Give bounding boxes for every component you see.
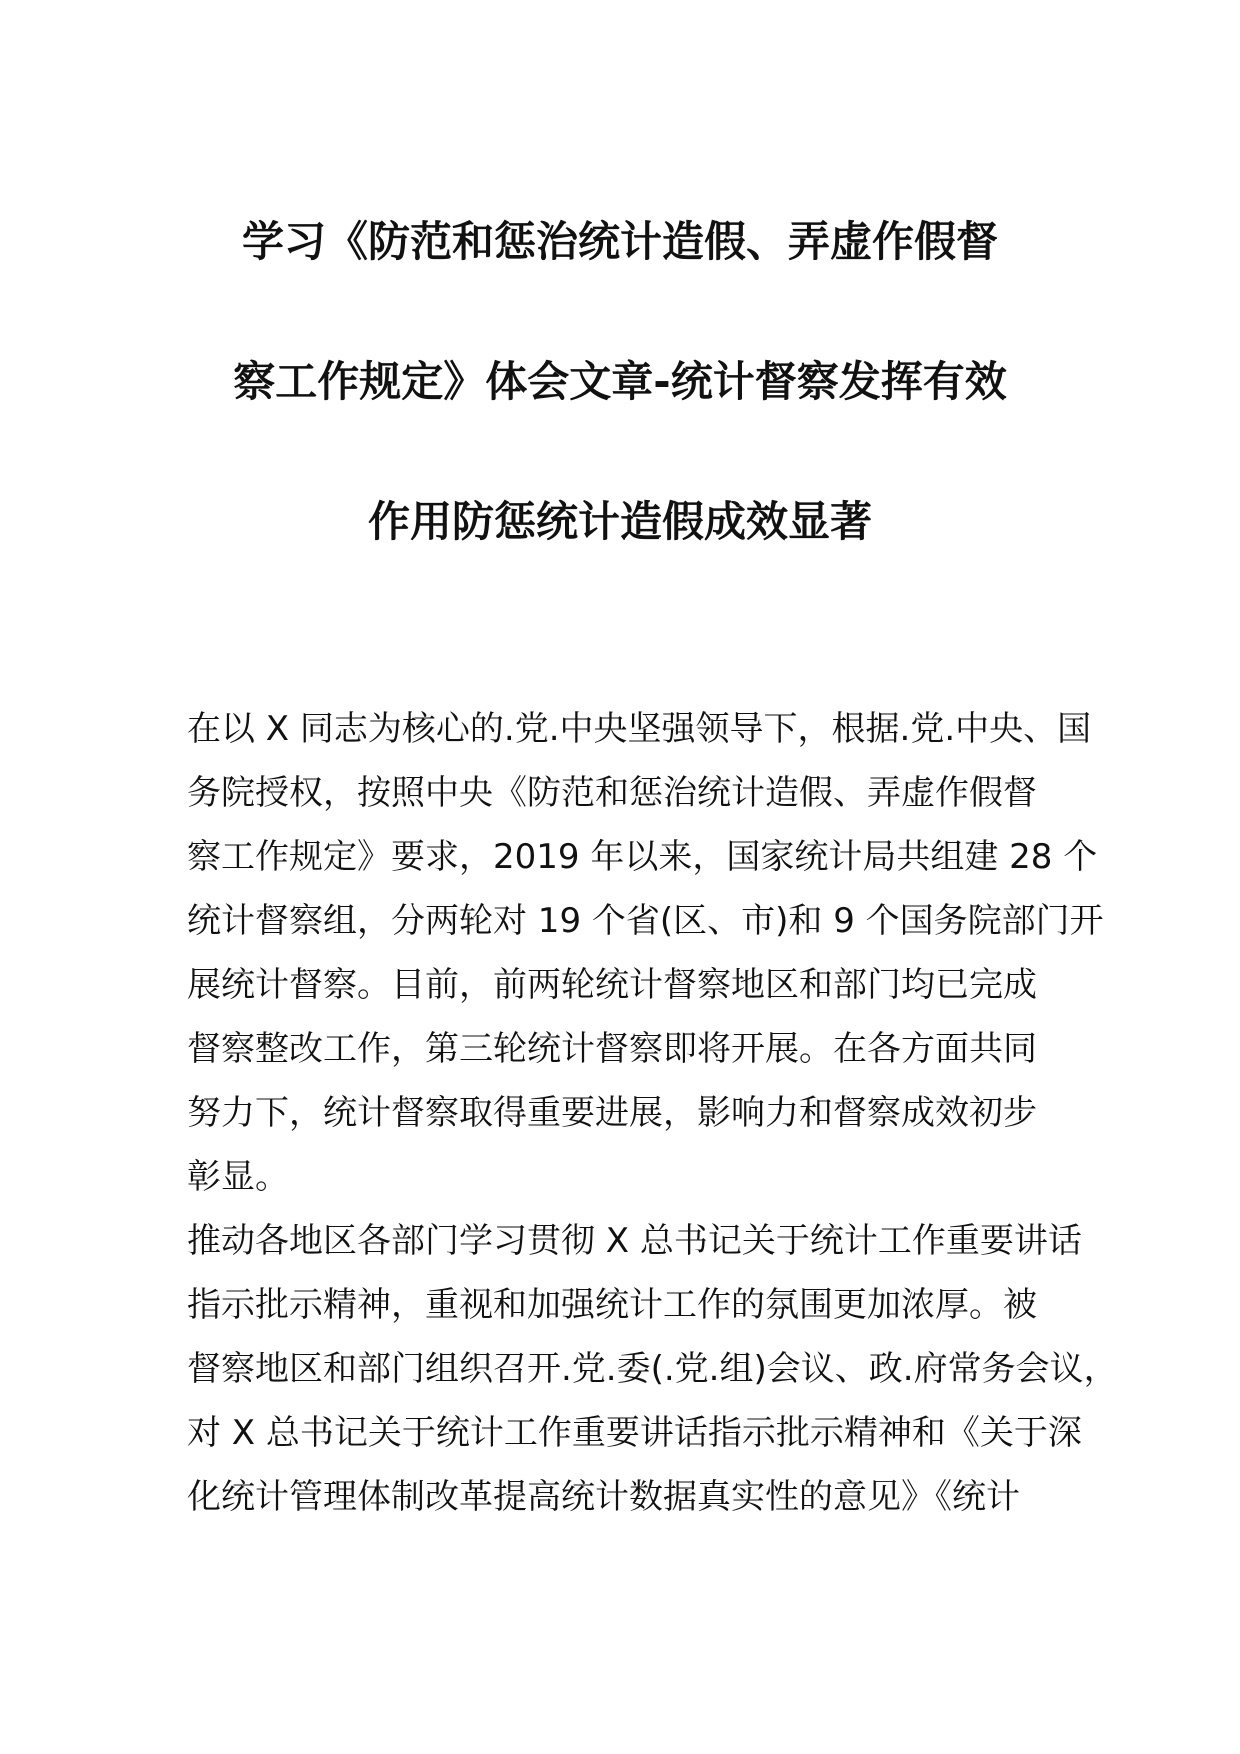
body-line: 在以 X 同志为核心的.党.中央坚强领导下，根据.党.中央、国 [187, 709, 1092, 749]
body-line: 展统计督察。目前，前两轮统计督察地区和部门均已完成 [187, 965, 1037, 1005]
document-title [180, 172, 1060, 592]
paragraph-1 [187, 697, 1104, 1209]
body-line: 务院授权，按照中央《防范和惩治统计造假、弄虚作假督 [187, 773, 1037, 813]
document-body [187, 697, 1118, 1529]
title-line-3: 作用防惩统计造假成效显著 [367, 497, 872, 546]
body-line: 督察整改工作，第三轮统计督察即将开展。在各方面共同 [187, 1029, 1037, 1069]
body-line: 彰显。 [187, 1157, 289, 1197]
body-line: 对 X 总书记关于统计工作重要讲话指示批示精神和《关于深 [187, 1413, 1082, 1453]
body-line: 指示批示精神，重视和加强统计工作的氛围更加浓厚。被 [187, 1285, 1037, 1325]
title-line-2: 察工作规定》体会文章-统计督察发挥有效 [233, 357, 1007, 406]
body-line: 推动各地区各部门学习贯彻 X 总书记关于统计工作重要讲话 [187, 1221, 1082, 1261]
body-line: 化统计管理体制改革提高统计数据真实性的意见》《统计 [187, 1477, 1020, 1517]
title-line-1: 学习《防范和惩治统计造假、弄虚作假督 [241, 217, 998, 266]
body-line: 督察地区和部门组织召开.党.委(.党.组)会议、政.府常务会议， [187, 1349, 1118, 1389]
body-line: 努力下，统计督察取得重要进展，影响力和督察成效初步 [187, 1093, 1037, 1133]
paragraph-2 [187, 1209, 1118, 1529]
body-line: 统计督察组，分两轮对 19 个省(区、市)和 9 个国务院部门开 [187, 901, 1104, 941]
body-line: 察工作规定》要求，2019 年以来，国家统计局共组建 28 个 [187, 837, 1098, 877]
